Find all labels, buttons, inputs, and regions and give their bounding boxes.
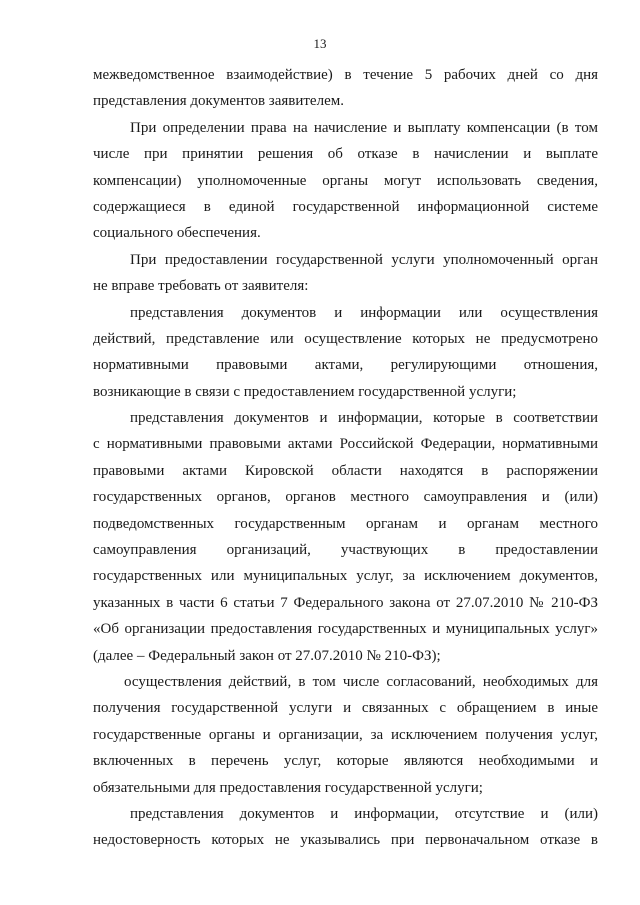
- text-line: представления документов и информации, которые в соответствии: [130, 410, 598, 427]
- text-line: государственных или муниципальных услуг, за исключением документов,: [93, 568, 598, 585]
- text-line: с нормативными правовыми актами Российской Федерации, нормативными: [93, 436, 598, 453]
- text-line: получения государственной услуги и связанных с обращением в иные: [93, 700, 598, 717]
- text-line: не вправе требовать от заявителя:: [93, 278, 309, 295]
- text-line: указанных в части 6 статьи 7 Федерального закона от 27.07.2010 № 210-ФЗ: [93, 594, 598, 611]
- text-line: государственные органы и организации, за исключением получения услуг,: [93, 726, 598, 743]
- text-line: числе при принятии решения об отказе в начислении и выплате: [93, 146, 598, 163]
- text-line: подведомственных государственным органам и органам местного: [93, 515, 598, 532]
- text-line: обязательными для предоставления государственной услуги;: [93, 779, 483, 796]
- text-line: возникающие в связи с предоставлением государственной услуги;: [93, 383, 517, 400]
- text-line: межведомственное взаимодействие) в течение 5 рабочих дней со дня: [93, 67, 598, 83]
- text-line: нормативными правовыми актами, регулирующими отношения,: [93, 357, 598, 374]
- text-line: «Об организации предоставления государственных и муниципальных услуг»: [93, 621, 598, 638]
- text-line: государственных органов, органов местного самоуправления и (или): [93, 489, 598, 506]
- text-line: самоуправления организаций, участвующих в предоставлении: [93, 542, 598, 559]
- text-line: правовыми актами Кировской области находятся в распоряжении: [93, 462, 598, 479]
- text-line: социального обеспечения.: [93, 225, 261, 242]
- document-body: [93, 62, 598, 854]
- text-line: содержащиеся в единой государственной информационной системе: [93, 198, 598, 215]
- text-line: недостоверность которых не указывались при первоначальном отказе в: [93, 832, 598, 849]
- text-line: включенных в перечень услуг, которые являются необходимыми и: [93, 753, 598, 770]
- text-line: представления документов заявителем.: [93, 93, 344, 110]
- text-line: При определении права на начисление и выплату компенсации (в том: [130, 119, 598, 136]
- text-line: представления документов и информации, отсутствие и (или): [130, 805, 598, 822]
- text-line: осуществления действий, в том числе согласований, необходимых для: [124, 673, 598, 690]
- text-line: При предоставлении государственной услуги уполномоченный орган: [130, 251, 598, 268]
- page-number: 13: [313, 36, 327, 51]
- text-line: представления документов и информации или осуществления: [130, 304, 598, 321]
- text-line: действий, представление или осуществление которых не предусмотрено: [93, 330, 598, 347]
- text-line: (далее – Федеральный закон от 27.07.2010 № 210-ФЗ);: [93, 647, 441, 664]
- text-line: компенсации) уполномоченные органы могут использовать сведения,: [93, 172, 598, 189]
